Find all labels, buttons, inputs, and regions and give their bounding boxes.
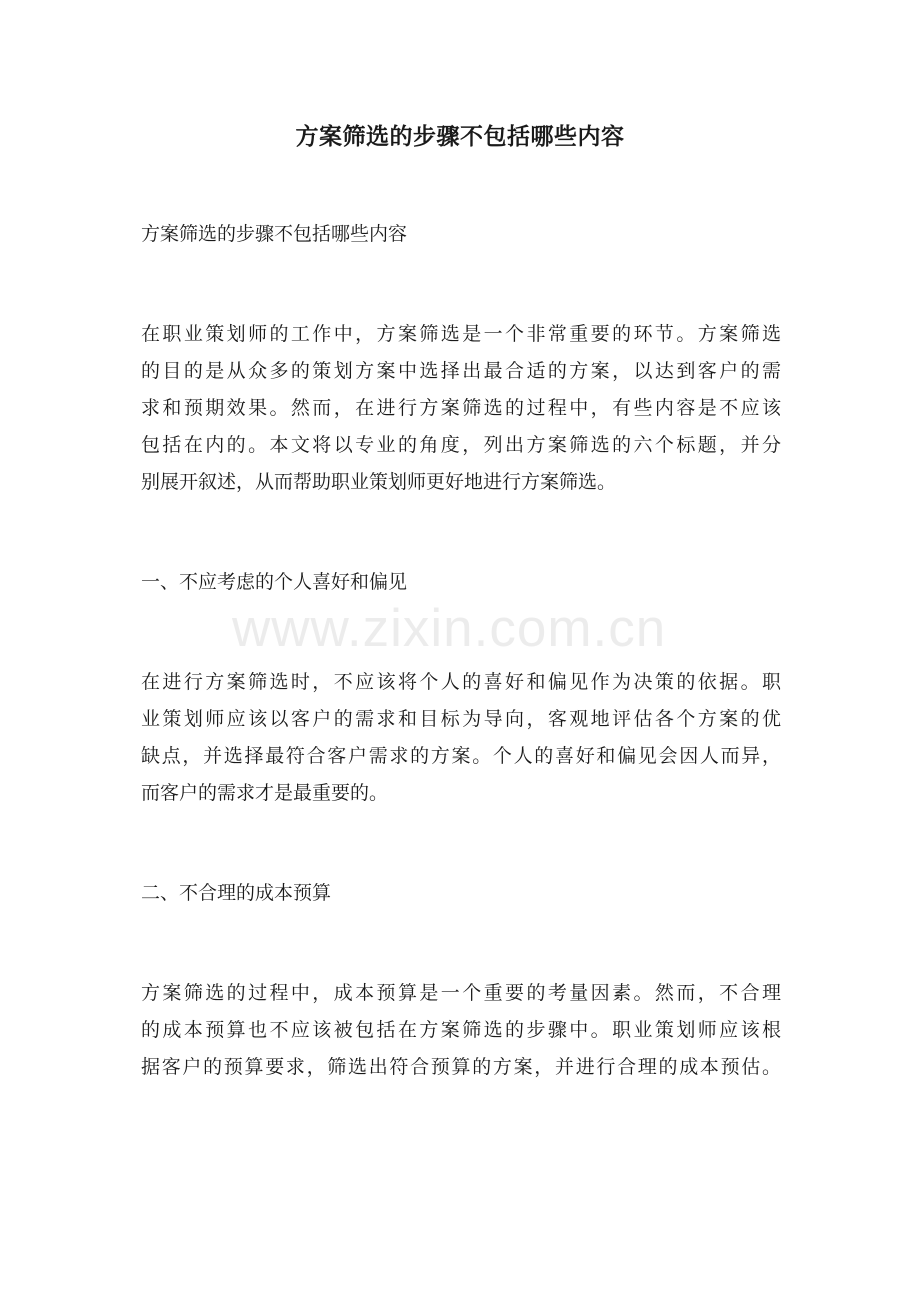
paragraph-line: 的成本预算也不应该被包括在方案筛选的步骤中。职业策划师应该根 xyxy=(141,1019,781,1041)
section-paragraph-2 xyxy=(141,975,781,1086)
document-body xyxy=(141,216,781,1149)
document-subtitle: 方案筛选的步骤不包括哪些内容 xyxy=(141,223,408,245)
paragraph-line: 求和预期效果。然而，在进行方案筛选的过程中，有些内容是不应该 xyxy=(141,397,781,419)
section-paragraph-1 xyxy=(141,664,781,812)
paragraph-line: 的目的是从众多的策划方案中选择出最合适的方案，以达到客户的需 xyxy=(141,360,781,382)
paragraph-line: 包括在内的。本文将以专业的角度，列出方案筛选的六个标题，并分 xyxy=(141,434,781,456)
paragraph-line: 在职业策划师的工作中，方案筛选是一个非常重要的环节。方案筛选 xyxy=(141,323,781,345)
paragraph-line: 在进行方案筛选时，不应该将个人的喜好和偏见作为决策的依据。职 xyxy=(141,671,781,693)
paragraph-line: 方案筛选的过程中，成本预算是一个重要的考量因素。然而，不合理 xyxy=(141,982,781,1004)
paragraph-line: 业策划师应该以客户的需求和目标为导向，客观地评估各个方案的优 xyxy=(141,708,781,730)
intro-paragraph xyxy=(141,316,781,501)
section-heading-2: 二、不合理的成本预算 xyxy=(141,882,332,904)
section-heading-1: 一、不应考虑的个人喜好和偏见 xyxy=(141,571,408,593)
watermark-text: www.zixin.com.cn xyxy=(232,599,667,658)
paragraph-line: 而客户的需求才是最重要的。 xyxy=(141,782,389,804)
paragraph-line: 据客户的预算要求，筛选出符合预算的方案，并进行合理的成本预估。 xyxy=(141,1056,781,1078)
document-title: 方案筛选的步骤不包括哪些内容 xyxy=(295,123,625,150)
paragraph-line: 别展开叙述，从而帮助职业策划师更好地进行方案筛选。 xyxy=(141,471,617,493)
paragraph-line: 缺点，并选择最符合客户需求的方案。个人的喜好和偏见会因人而异， xyxy=(141,745,781,767)
